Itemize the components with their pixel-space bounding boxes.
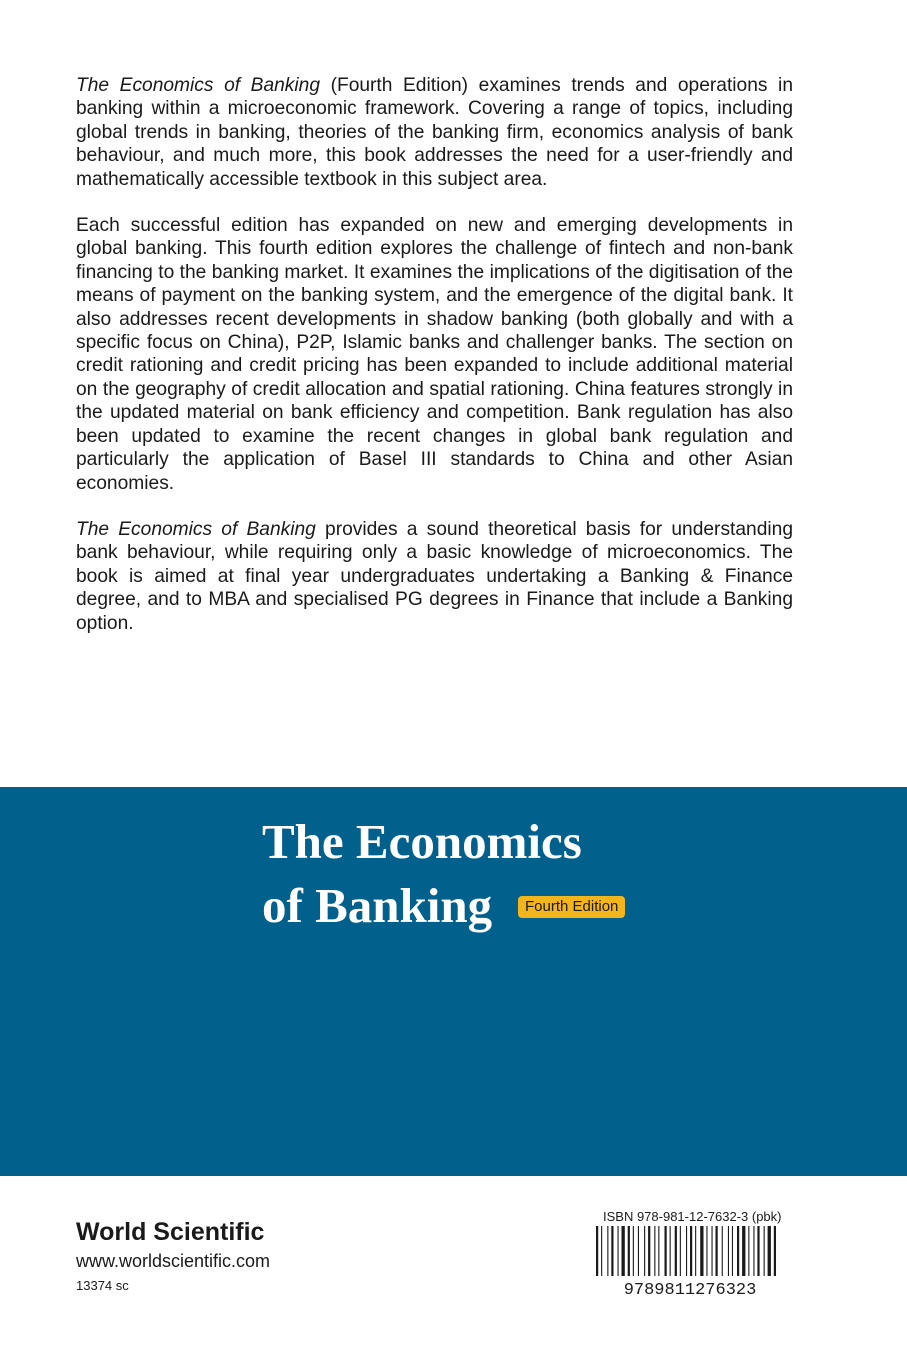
- barcode-bar: [628, 1226, 630, 1276]
- publisher-url: www.worldscientific.com: [76, 1251, 271, 1271]
- barcode-bar: [737, 1226, 739, 1276]
- blurb-paragraph-1: [76, 74, 793, 191]
- barcode-bar: [658, 1226, 659, 1276]
- barcode-bar: [596, 1226, 598, 1276]
- barcode-bar: [764, 1226, 765, 1276]
- barcode-bar: [644, 1226, 645, 1276]
- barcode-bar: [722, 1226, 723, 1276]
- publisher-code: 13374 sc: [76, 1278, 129, 1293]
- barcode-bar: [665, 1226, 667, 1276]
- publisher-name: World Scientific: [76, 1218, 265, 1246]
- blurb-paragraph-2: Each successful edition has expanded on new and emerging developments in global banking. This fourth edition explores the challenge of fintech and non-bank financing to the banking market. It examines the implications of the digitisation of the means of payment on the banking system, and the emergence of the digital bank. It also addresses recent developments in shadow banking (both globally and with a specific focus on China), P2P, Islamic banks and challenger banks. The section on credit rationing and credit pricing has been expanded to include additional material on the geography of credit allocation and spatial rationing. China features strongly in the updated material on bank efficiency and competition. Bank regulation has also been updated to examine the recent changes in global bank regulation and particularly the application of Basel III standards to China and other Asian economies.: [76, 215, 793, 494]
- barcode-bar: [670, 1226, 671, 1276]
- book-title-italic: The Economics of Banking: [76, 75, 320, 96]
- barcode-bar: [680, 1226, 681, 1276]
- barcode-bar: [633, 1226, 634, 1276]
- barcode-bar: [728, 1226, 729, 1276]
- barcode-bar: [607, 1226, 608, 1276]
- book-title-italic: The Economics of Banking: [76, 518, 316, 540]
- barcode-bar: [768, 1226, 771, 1276]
- barcode-bar: [601, 1226, 602, 1276]
- cover-title-line-1: The Economics: [262, 814, 582, 869]
- barcode-bar: [611, 1226, 613, 1276]
- blurb-text: (Fourth Edition) examines trends and operations in banking within a microeconomic framework. Covering a range of topics, including global trends in banking, theories of the banking firm, economics analysis of bank behaviour, and much more, this book addresses the need for a user-friendly and mathematically accessible textbook in this subject area.: [76, 75, 793, 190]
- barcode-bar: [748, 1226, 749, 1276]
- barcode-bar: [675, 1226, 677, 1276]
- isbn-label: ISBN 978-981-12-7632-3 (pbk): [603, 1209, 782, 1224]
- barcode-bar: [742, 1226, 745, 1276]
- barcode-bar: [622, 1226, 625, 1276]
- blurb-paragraph-3: [76, 518, 793, 635]
- barcode-digits: 9789811276323: [623, 1281, 757, 1298]
- barcode-bar: [686, 1226, 687, 1276]
- barcode-bar: [732, 1226, 733, 1276]
- barcode-bar: [654, 1226, 655, 1276]
- back-cover-blurb: [76, 74, 793, 635]
- isbn-barcode: [590, 1226, 790, 1298]
- barcode-bar: [648, 1226, 650, 1276]
- barcode-bar: [695, 1226, 696, 1276]
- barcode-bar: [753, 1226, 754, 1276]
- barcode-bar: [638, 1226, 639, 1276]
- publisher-block: [76, 1218, 270, 1294]
- edition-badge: Fourth Edition: [518, 896, 625, 918]
- barcode-bar: [716, 1226, 718, 1276]
- barcode-bar: [700, 1226, 703, 1276]
- barcode-bar: [712, 1226, 713, 1276]
- barcode-bar: [690, 1226, 692, 1276]
- barcode-bar: [706, 1226, 707, 1276]
- barcode-bar: [774, 1226, 776, 1276]
- barcode-bar: [757, 1226, 759, 1276]
- cover-title-line-2: of Banking: [262, 878, 493, 933]
- barcode-bar: [618, 1226, 619, 1276]
- blurb-text: provides a sound theoretical basis for understanding bank behaviour, while requiring only a basic knowledge of microeconomics. The book is aimed at final year undergraduates undertaking a Banking & Finance degree, and to MBA and specialised PG degrees in Finance that include a Banking option.: [76, 518, 793, 634]
